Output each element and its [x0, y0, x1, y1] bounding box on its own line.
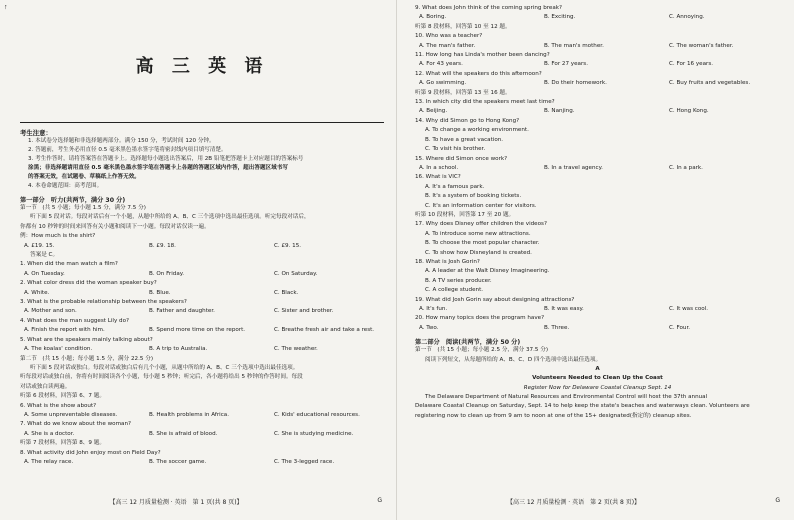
part1-heading: 第一部分 听力(共两节，满分 30 分)	[20, 197, 126, 204]
divider	[20, 122, 384, 123]
option: A. The koalas' condition.	[24, 346, 93, 353]
listen-instruction: 听第 7 段材料，回答第 8、9 题。	[20, 440, 105, 447]
question-17-options	[415, 230, 780, 258]
question-18: 18. What is Josh Gorin?	[415, 258, 480, 265]
option: A. The man's father.	[419, 42, 476, 49]
note-2: 2. 答题前，考生务必用直径 0.5 毫米黑色墨水签字笔将密封线内项目填写清楚。	[28, 147, 227, 153]
option: A. She is a doctor.	[24, 430, 75, 437]
question-list-r3	[415, 98, 780, 117]
option: C. To visit his brother.	[425, 146, 486, 153]
question: 9. What does John think of the coming spring break?	[415, 5, 562, 11]
option: C. Hong Kong.	[669, 108, 709, 115]
option: B. For 27 years.	[544, 61, 588, 68]
option: A. Two.	[419, 324, 439, 331]
section1-desc-2: 你都有 10 秒钟的时间来回答有关小题和阅读下一小题。每段对话仅读一遍。	[20, 223, 210, 230]
passage-line-1: The Delaware Department of Natural Resources and Environmental Control will host the 37th annual	[425, 394, 708, 401]
option: B. £9. 18.	[149, 242, 176, 249]
option: A. It's fun.	[419, 306, 448, 312]
listen-instruction: 听第 10 段材料，回答第 17 至 20 题。	[415, 211, 515, 218]
notes-heading: 考生注意：	[20, 129, 52, 137]
option: A. Finish the report with him.	[24, 327, 105, 334]
option: B. Spend more time on the report.	[149, 327, 246, 334]
option: C. She is studying medicine.	[274, 430, 354, 437]
option: A. White.	[24, 289, 50, 296]
option: C. It was cool.	[669, 306, 709, 312]
option: C. £9. 15.	[274, 242, 302, 249]
option: C. Four.	[669, 324, 691, 331]
option: C. The 3-legged race.	[274, 458, 335, 465]
option: B. Three.	[544, 324, 570, 331]
passage-title: Volunteers Needed to Clean Up the Coast	[532, 375, 663, 382]
option: B. In a travel agency.	[544, 164, 603, 171]
option: A. Boring.	[419, 14, 447, 21]
section2-desc-3: 对话或独白读两遍。	[20, 383, 71, 390]
option: B. To have a great vacation.	[425, 136, 504, 143]
option: C. Sister and brother.	[274, 308, 334, 315]
option: C. Kids' educational resources.	[274, 411, 360, 418]
question-list-1	[20, 260, 384, 354]
options-row	[20, 307, 384, 316]
question-15: 15. Where did Simon once work?	[415, 155, 508, 162]
options-row	[415, 79, 780, 88]
question: 3. What is the probable relationship between the speakers?	[20, 299, 187, 306]
question: 6. What is the show about?	[20, 402, 97, 409]
question-18-options	[415, 267, 780, 295]
option: C. The woman's father.	[669, 42, 734, 49]
options-row	[415, 107, 780, 116]
option: A. On Tuesday.	[24, 270, 65, 277]
option: B. Father and daughter.	[149, 308, 215, 315]
option: A. To change a working environment.	[425, 127, 529, 134]
example-question: 例：How much is the shirt?	[20, 233, 96, 240]
question: 13. In which city did the speakers meet last time?	[415, 99, 555, 106]
section2-desc-2: 听每段对话或独白前，你将有时间阅读各个小题，每小题 5 秒钟；听完后，各小题将给出 5 秒钟的作答时间。每段	[20, 374, 303, 381]
passage-line-2: Delaware Coastal Cleanup on Saturday, Sept. 14 to help keep the state's beaches and waterways clean. Volunteers are	[415, 403, 750, 410]
option: B. A trip to Australia.	[149, 346, 208, 353]
listen-instruction: 听第 9 段材料，回答第 13 至 16 题。	[415, 89, 511, 96]
option: A. For 43 years.	[419, 61, 463, 68]
option: B. To choose the most popular character.	[425, 240, 540, 247]
option: C. To show how Disneyland is created.	[425, 249, 532, 256]
option: B. It was easy.	[544, 306, 584, 312]
option: B. On Friday.	[149, 270, 185, 277]
option: C. A college student.	[425, 287, 484, 294]
question-16: 16. What is VIC?	[415, 174, 461, 181]
question: 2. What color dress did the woman speaker buy?	[20, 280, 157, 287]
question: 5. What are the speakers mainly talking about?	[20, 336, 153, 343]
footer-code: G	[377, 497, 382, 504]
option: A. In a school.	[419, 164, 459, 171]
page-footer	[397, 497, 794, 506]
page-footer	[0, 497, 396, 506]
note-4: 4. 本卷命题范围：高考范围。	[28, 183, 103, 189]
option: B. It's a system of booking tickets.	[425, 193, 522, 200]
option: C. Buy fruits and vegetables.	[669, 80, 751, 87]
question-16-options	[415, 183, 780, 211]
option: A. It's a famous park.	[425, 183, 485, 190]
option: B. Do their homework.	[544, 80, 607, 87]
footer-text: 【高三 12 月质量检测 · 英语 第 1 页(共 8 页)】	[109, 499, 243, 506]
question-list-2	[20, 402, 384, 440]
option: A. Beijing.	[419, 108, 448, 115]
options-row	[20, 345, 384, 354]
reading-instruction: 阅读下列短文，从每题所给的 A、B、C、D 四个选项中选出最佳选项。	[425, 356, 602, 363]
question: 12. What will the speakers do this afternoon?	[415, 70, 542, 77]
listen-instruction: 听第 8 段材料，回答第 10 至 12 题。	[415, 23, 511, 30]
options-row	[20, 326, 384, 335]
notes-list	[20, 137, 384, 191]
option: B. Exciting.	[544, 14, 576, 21]
options-row	[20, 289, 384, 298]
option: C. For 16 years.	[669, 61, 714, 68]
option: A. The relay race.	[24, 458, 74, 465]
reading-section1-heading: 第一节 (共 15 小题；每小题 2.5 分，满分 37.5 分)	[415, 347, 549, 354]
footer-text: 【高三 12 月质量检测 · 英语 第 2 页(共 8 页)】	[506, 499, 641, 506]
question: 11. How long has Linda's mother been dancing?	[415, 52, 550, 59]
note-3b: 涂黑；非选择题请用直径 0.5 毫米黑色墨水签字笔在答题卡上各题的答题区域内作答，超出答题区域书写	[28, 165, 288, 171]
section1-desc-1: 听下面 5 段对话。每段对话后有一个小题，从题中所给的 A、B、C 三个选项中选出最佳选项。听完每段对话后，	[30, 214, 310, 221]
option: A. Go swimming.	[419, 80, 467, 87]
footer-code: G	[775, 497, 780, 504]
option: C. Black.	[274, 289, 299, 296]
option: B. Nanjing.	[544, 108, 575, 115]
options-row	[20, 458, 384, 467]
option: A. Mother and son.	[24, 308, 77, 315]
question: 8. What activity did John enjoy most on Field Day?	[20, 449, 161, 456]
page-title: 高 三 英 语	[135, 56, 269, 77]
right-page	[397, 0, 794, 520]
options-row	[415, 13, 780, 22]
passage-letter: A	[595, 366, 600, 373]
option: B. Health problems in Africa.	[149, 411, 229, 418]
question: 4. What does the man suggest Lily do?	[20, 317, 129, 324]
note-1: 1. 本试卷分选择题和非选择题两部分。满分 150 分，考试时间 120 分钟。	[28, 138, 215, 144]
passage-line-3: registering now to clean up from 9 am to noon at one of the 15+ designated(指定的) cleanup sites.	[415, 412, 692, 419]
question: 10. Who was a teacher?	[415, 33, 483, 40]
option: C. On Saturday.	[274, 270, 318, 277]
section2-desc-1: 听下面 5 段对话或独白。每段对话或独白后有几个小题，从题中所给的 A、B、C 三个选项中选出最佳选项。	[30, 364, 299, 371]
options-row	[20, 430, 384, 439]
question-list-3	[20, 449, 384, 468]
question: 7. What do we know about the woman?	[20, 421, 131, 428]
option: A. Some unpreventable diseases.	[24, 411, 118, 418]
question-15-options	[415, 164, 780, 173]
option: C. Breathe fresh air and take a rest.	[274, 327, 375, 334]
question: 1. When did the man watch a film?	[20, 261, 118, 268]
note-3: 3. 考生作答时，请将答案答在答题卡上。选择题每小题选出答案后，用 2B 铅笔把答题卡上对应题目的答案标号	[28, 156, 304, 162]
question-20-options	[415, 324, 780, 333]
question-14-options	[415, 126, 780, 154]
options-row	[415, 42, 780, 51]
option: C. Annoying.	[669, 14, 705, 21]
options-row	[20, 270, 384, 279]
option: C. The weather.	[274, 346, 318, 353]
corner-mark: ↑	[4, 4, 8, 11]
option: B. The soccer game.	[149, 458, 207, 465]
example-options	[20, 242, 384, 251]
question-20: 20. How many topics does the program have?	[415, 315, 545, 322]
option: A. A leader at the Walt Disney Imagineering.	[425, 268, 550, 275]
option: B. She is afraid of blood.	[149, 430, 218, 437]
listen-instruction: 听第 6 段材料，回答第 6、7 题。	[20, 393, 105, 400]
option: B. A TV series producer.	[425, 277, 492, 284]
option: A. £19. 15.	[24, 242, 55, 249]
option: A. To introduce some new attractions.	[425, 230, 531, 237]
part2-heading: 第二部分 阅读(共两节，满分 50 分)	[415, 339, 521, 347]
option: B. Blue.	[149, 289, 171, 296]
section2-heading: 第二节 (共 15 小题；每小题 1.5 分，满分 22.5 分)	[20, 355, 154, 362]
question-19-options	[415, 305, 780, 314]
option: C. In a park.	[669, 164, 703, 171]
passage-subtitle: Register Now for Delaware Coastal Cleanup Sept. 14	[523, 384, 672, 391]
question-19: 19. What did Josh Gorin say about designing attractions?	[415, 296, 575, 303]
options-row	[20, 411, 384, 420]
example-answer: 答案是 C。	[30, 252, 59, 259]
section1-heading: 第一节 (共 5 小题；每小题 1.5 分，满分 7.5 分)	[20, 205, 146, 211]
question-17: 17. Why does Disney offer children the videos?	[415, 221, 547, 228]
question-14: 14. Why did Simon go to Hong Kong?	[415, 117, 520, 124]
options-row	[415, 60, 780, 69]
question-list-r1	[415, 4, 780, 23]
option: B. The man's mother.	[544, 42, 604, 49]
option: C. It's an information center for visitors.	[425, 202, 537, 209]
question-list-r2	[415, 32, 780, 88]
note-3c: 的答案无效，在试题卷、草稿纸上作答无效。	[28, 174, 140, 180]
